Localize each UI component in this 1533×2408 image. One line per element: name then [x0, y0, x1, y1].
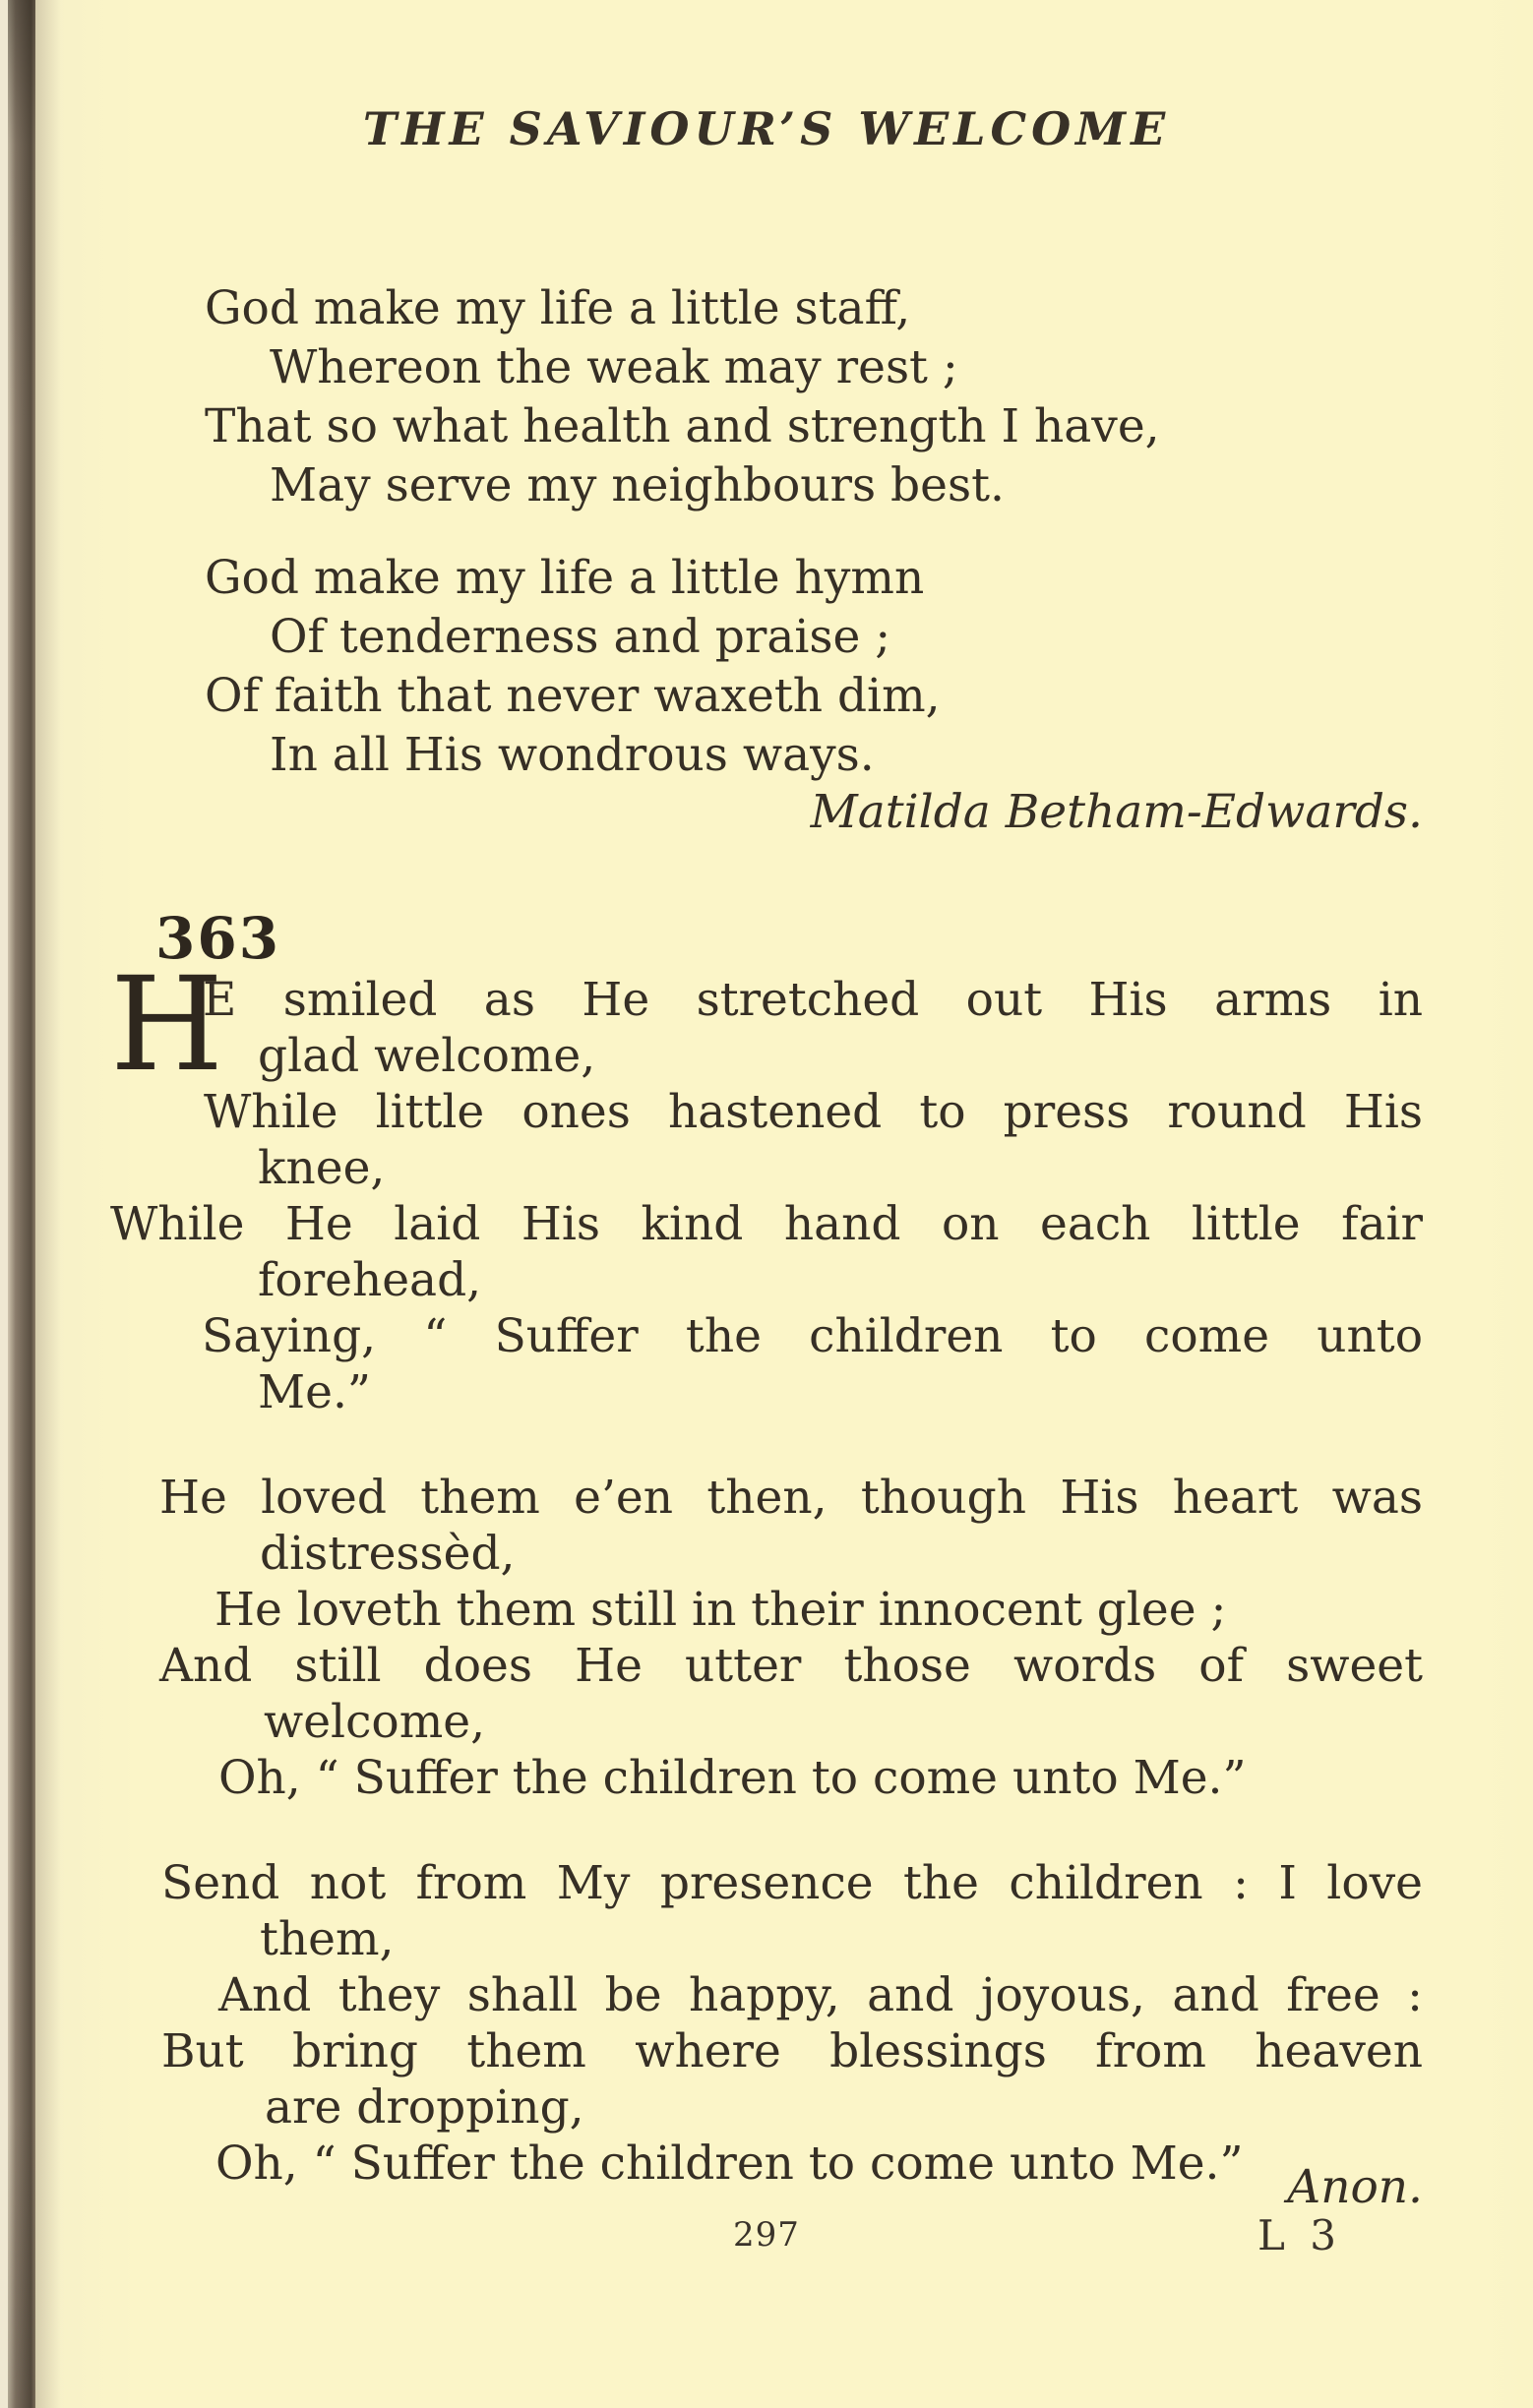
verse-line: Whereon the weak may rest ;	[270, 340, 958, 394]
hymn-363-attribution: Anon.	[1287, 2160, 1423, 2214]
hymn-stanza-1	[110, 972, 1423, 1420]
verse-line: knee,	[258, 1141, 386, 1195]
verse-line: God make my life a little hymn	[205, 551, 925, 605]
verse-line: them,	[260, 1912, 395, 1966]
hymn-stanza-1-rest	[110, 1084, 1423, 1420]
printer-signature: L 3	[1257, 2211, 1342, 2259]
verse-line: are dropping,	[265, 2080, 584, 2135]
verse-line: distressèd,	[260, 1527, 516, 1581]
poem-362-stanza-1	[205, 279, 1160, 515]
poem-362-attribution: Matilda Betham-Edwards.	[810, 785, 1423, 839]
verse-line: That so what health and strength I have,	[205, 399, 1160, 453]
verse-line: Saying, “ Suffer the children to come unto	[202, 1309, 1423, 1363]
verse-line: Send not from My presence the children : I love	[161, 1856, 1423, 1910]
verse-line: Oh, “ Suffer the children to come unto Me.”	[218, 1751, 1247, 1805]
dropcap-letter: H	[110, 972, 224, 1084]
verse-line: Me.”	[258, 1365, 371, 1419]
book-spine-edge	[8, 0, 35, 2408]
verse-line: E smiled as He stretched out His arms in	[203, 973, 1423, 1027]
verse-line: welcome,	[264, 1695, 486, 1749]
verse-line: He loved them e’en then, though His heart was	[159, 1471, 1423, 1525]
verse-line: Of faith that never waxeth dim,	[205, 669, 941, 723]
hymn-number: 363	[155, 905, 281, 972]
verse-line: May serve my neighbours best.	[270, 458, 1005, 512]
verse-line: And they shall be happy, and joyous, and free :	[218, 1968, 1423, 2022]
hymn-opening	[110, 972, 1423, 1084]
page-edge-sliver	[0, 0, 8, 2408]
verse-line: Oh, “ Suffer the children to come unto Me.”	[215, 2137, 1244, 2191]
verse-line: He loveth them still in their innocent glee ;	[215, 1583, 1227, 1637]
verse-line: In all His wondrous ways.	[270, 728, 875, 782]
hymn-opening-lines	[110, 972, 1423, 1084]
hymn-363-text	[110, 972, 1423, 2192]
hymn-stanza-2	[110, 1470, 1423, 1806]
verse-line: While He laid His kind hand on each little fair	[110, 1197, 1423, 1251]
spine-shadow	[35, 0, 61, 2408]
verse-line: forehead,	[258, 1253, 482, 1307]
verse-line: While little ones hastened to press round His	[204, 1085, 1423, 1139]
verse-line: But bring them where blessings from heaven	[161, 2024, 1423, 2078]
page-number: 297	[733, 2215, 800, 2255]
verse-line: God make my life a little staff,	[205, 281, 911, 335]
running-title: THE SAVIOUR’S WELCOME	[362, 102, 1171, 155]
poem-362-stanza-2	[205, 549, 941, 785]
hymn-stanza-3	[110, 1855, 1423, 2192]
verse-line: And still does He utter those words of sweet	[159, 1639, 1423, 1693]
verse-line: glad welcome,	[258, 1029, 596, 1083]
verse-line: Of tenderness and praise ;	[270, 610, 891, 664]
